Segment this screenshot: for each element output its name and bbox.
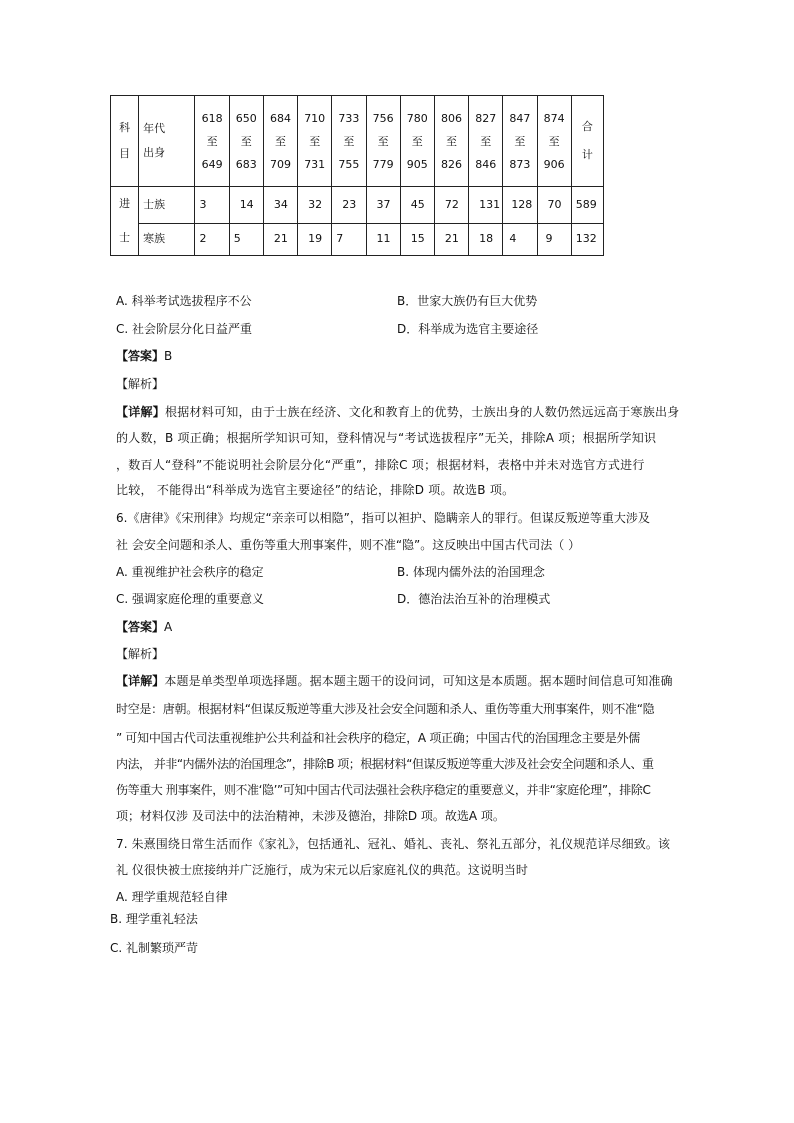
q5-option-c: C. 社会阶层分化日益严重 xyxy=(116,322,253,336)
q6-option-a: A. 重视维护社会秩序的稳定 xyxy=(116,565,264,579)
q6-detail-line: 内法， 并非“内儒外法的治国理念”，排除B 项；根据材料“但谋反叛逆等重大涉及社会安全问题和杀人、重 xyxy=(116,757,654,771)
answer-value: A xyxy=(164,620,173,634)
value-cell: 21 xyxy=(434,223,468,255)
q7-stem-line: 礼 仪很快被士庶接纳并广泛施行，成为宋元以后家庭礼仪的典范。这说明当时 xyxy=(116,863,528,877)
value-cell: 14 xyxy=(229,187,263,224)
value-cell: 11 xyxy=(366,223,400,255)
q6-option-c: C. 强调家庭伦理的重要意义 xyxy=(116,592,265,606)
q5-answer xyxy=(116,348,172,364)
q6-detail-line: 项；材料仅涉 及司法中的法治精神，未涉及德治，排除D 项。故选A 项。 xyxy=(116,809,505,823)
period-header-cell: 780 至 905 xyxy=(400,96,434,187)
q6-option-b: B. 体现内儒外法的治国理念 xyxy=(397,565,545,579)
q6-detail-line: 时空是：唐朝。根据材料“但谋反叛逆等重大涉及社会安全问题和杀人、重伤等重大刑事案件，则不准“隐 xyxy=(116,702,655,716)
detail-tag: 【详解】 xyxy=(116,405,166,419)
value-cell: 19 xyxy=(298,223,332,255)
period-header-cell: 618 至 649 xyxy=(195,96,229,187)
q6-option-d: D．德治法治互补的治理模式 xyxy=(397,592,551,606)
period-header-cell: 874 至 906 xyxy=(537,96,571,187)
answer-tag: 【答案】 xyxy=(116,349,165,363)
exam-data-table xyxy=(110,95,604,256)
period-header-cell: 806 至 826 xyxy=(434,96,468,187)
total-cell: 132 xyxy=(571,223,603,255)
q7-option-a: A. 理学重规范轻自律 xyxy=(116,890,228,904)
total-cell: 589 xyxy=(571,187,603,224)
q5-option-a: A. 科举考试选拔程序不公 xyxy=(116,294,252,308)
period-header-cell: 684 至 709 xyxy=(263,96,297,187)
value-cell: 21 xyxy=(263,223,297,255)
q7-option-b: B. 理学重礼轻法 xyxy=(110,912,198,926)
value-cell: 4 xyxy=(503,223,537,255)
q5-detail-line: 【详解】根据材料可知，由于士族在经济、文化和教育上的优势，士族出身的人数仍然远远高于寒族出身 xyxy=(116,405,680,419)
detail-tag: 【详解】 xyxy=(116,674,165,688)
row-label-cell: 士族 xyxy=(139,187,195,224)
q6-detail-line: 【详解】本题是单类型单项选择题。据本题主题干的设问词，可知这是本质题。据本题时间信息可知准确 xyxy=(116,674,673,688)
value-cell: 3 xyxy=(195,187,229,224)
row-label-cell: 寒族 xyxy=(139,223,195,255)
value-cell: 45 xyxy=(400,187,434,224)
period-header-cell: 650 至 683 xyxy=(229,96,263,187)
q5-analysis-tag: 【解析】 xyxy=(116,377,165,391)
period-header-cell: 733 至 755 xyxy=(332,96,366,187)
value-cell: 32 xyxy=(298,187,332,224)
q7-stem-line: 7. 朱熹围绕日常生活而作《家礼》，包括通礼、冠礼、婚礼、丧礼、祭礼五部分，礼仪规范详尽细致。该 xyxy=(116,837,671,851)
value-cell: 131 xyxy=(469,187,503,224)
value-cell: 37 xyxy=(366,187,400,224)
value-cell: 34 xyxy=(263,187,297,224)
q7-option-c: C. 礼制繁琐严苛 xyxy=(110,941,199,955)
period-header-cell: 710 至 731 xyxy=(298,96,332,187)
q5-detail-line: 的人数，B 项正确；根据所学知识可知，登科情况与“考试选拔程序”无关，排除A 项；根据所学知识 xyxy=(116,431,657,445)
period-header-cell: 847 至 873 xyxy=(503,96,537,187)
q5-option-b: B．世家大族仍有巨大优势 xyxy=(397,294,538,308)
table-row-hanzu xyxy=(111,223,604,255)
origin-header-cell: 年代 出身 xyxy=(139,96,195,187)
subject-header-cell: 科 目 xyxy=(111,96,139,187)
value-cell: 23 xyxy=(332,187,366,224)
table-header-row xyxy=(111,96,604,187)
value-cell: 15 xyxy=(400,223,434,255)
q5-option-d: D．科举成为选官主要途径 xyxy=(397,322,539,336)
q6-detail-line: 伤等重大 刑事案件，则不准‘隐’”可知中国古代司法强社会秩序稳定的重要意义，并非“家庭伦理”，排除C xyxy=(116,783,651,797)
q6-stem-line: 社 会安全问题和杀人、重伤等重大刑事案件，则不准“隐”。这反映出中国古代司法（ ） xyxy=(116,538,581,552)
answer-tag: 【答案】 xyxy=(116,620,165,634)
answer-value: B xyxy=(164,349,173,363)
period-header-cell: 756 至 779 xyxy=(366,96,400,187)
value-cell: 128 xyxy=(503,187,537,224)
q6-detail-line: ” 可知中国古代司法重视维护公共利益和社会秩序的稳定，A 项正确；中国古代的治国理念主要是外儒 xyxy=(116,731,640,745)
value-cell: 5 xyxy=(229,223,263,255)
q6-answer xyxy=(116,619,172,635)
table-row-shizu xyxy=(111,187,604,224)
value-cell: 70 xyxy=(537,187,571,224)
q6-stem-line: 6.《唐律》《宋刑律》均规定“亲亲可以相隐”，指可以袒护、隐瞒亲人的罪行。但谋反叛逆等重大涉及 xyxy=(116,511,650,525)
q6-analysis-tag: 【解析】 xyxy=(116,647,165,661)
q5-detail-line: ，数百人“登科”不能说明社会阶层分化“严重”，排除C 项；根据材料，表格中并未对选官方式进行 xyxy=(116,458,645,472)
value-cell: 2 xyxy=(195,223,229,255)
q5-detail-line: 比较， 不能得出“科举成为选官主要途径”的结论，排除D 项。故选B 项。 xyxy=(116,483,515,497)
value-cell: 7 xyxy=(332,223,366,255)
subject-jinshi-cell: 进 士 xyxy=(111,187,139,256)
value-cell: 9 xyxy=(537,223,571,255)
period-header-cell: 827 至 846 xyxy=(469,96,503,187)
value-cell: 72 xyxy=(434,187,468,224)
total-header-cell: 合 计 xyxy=(571,96,603,187)
value-cell: 18 xyxy=(469,223,503,255)
